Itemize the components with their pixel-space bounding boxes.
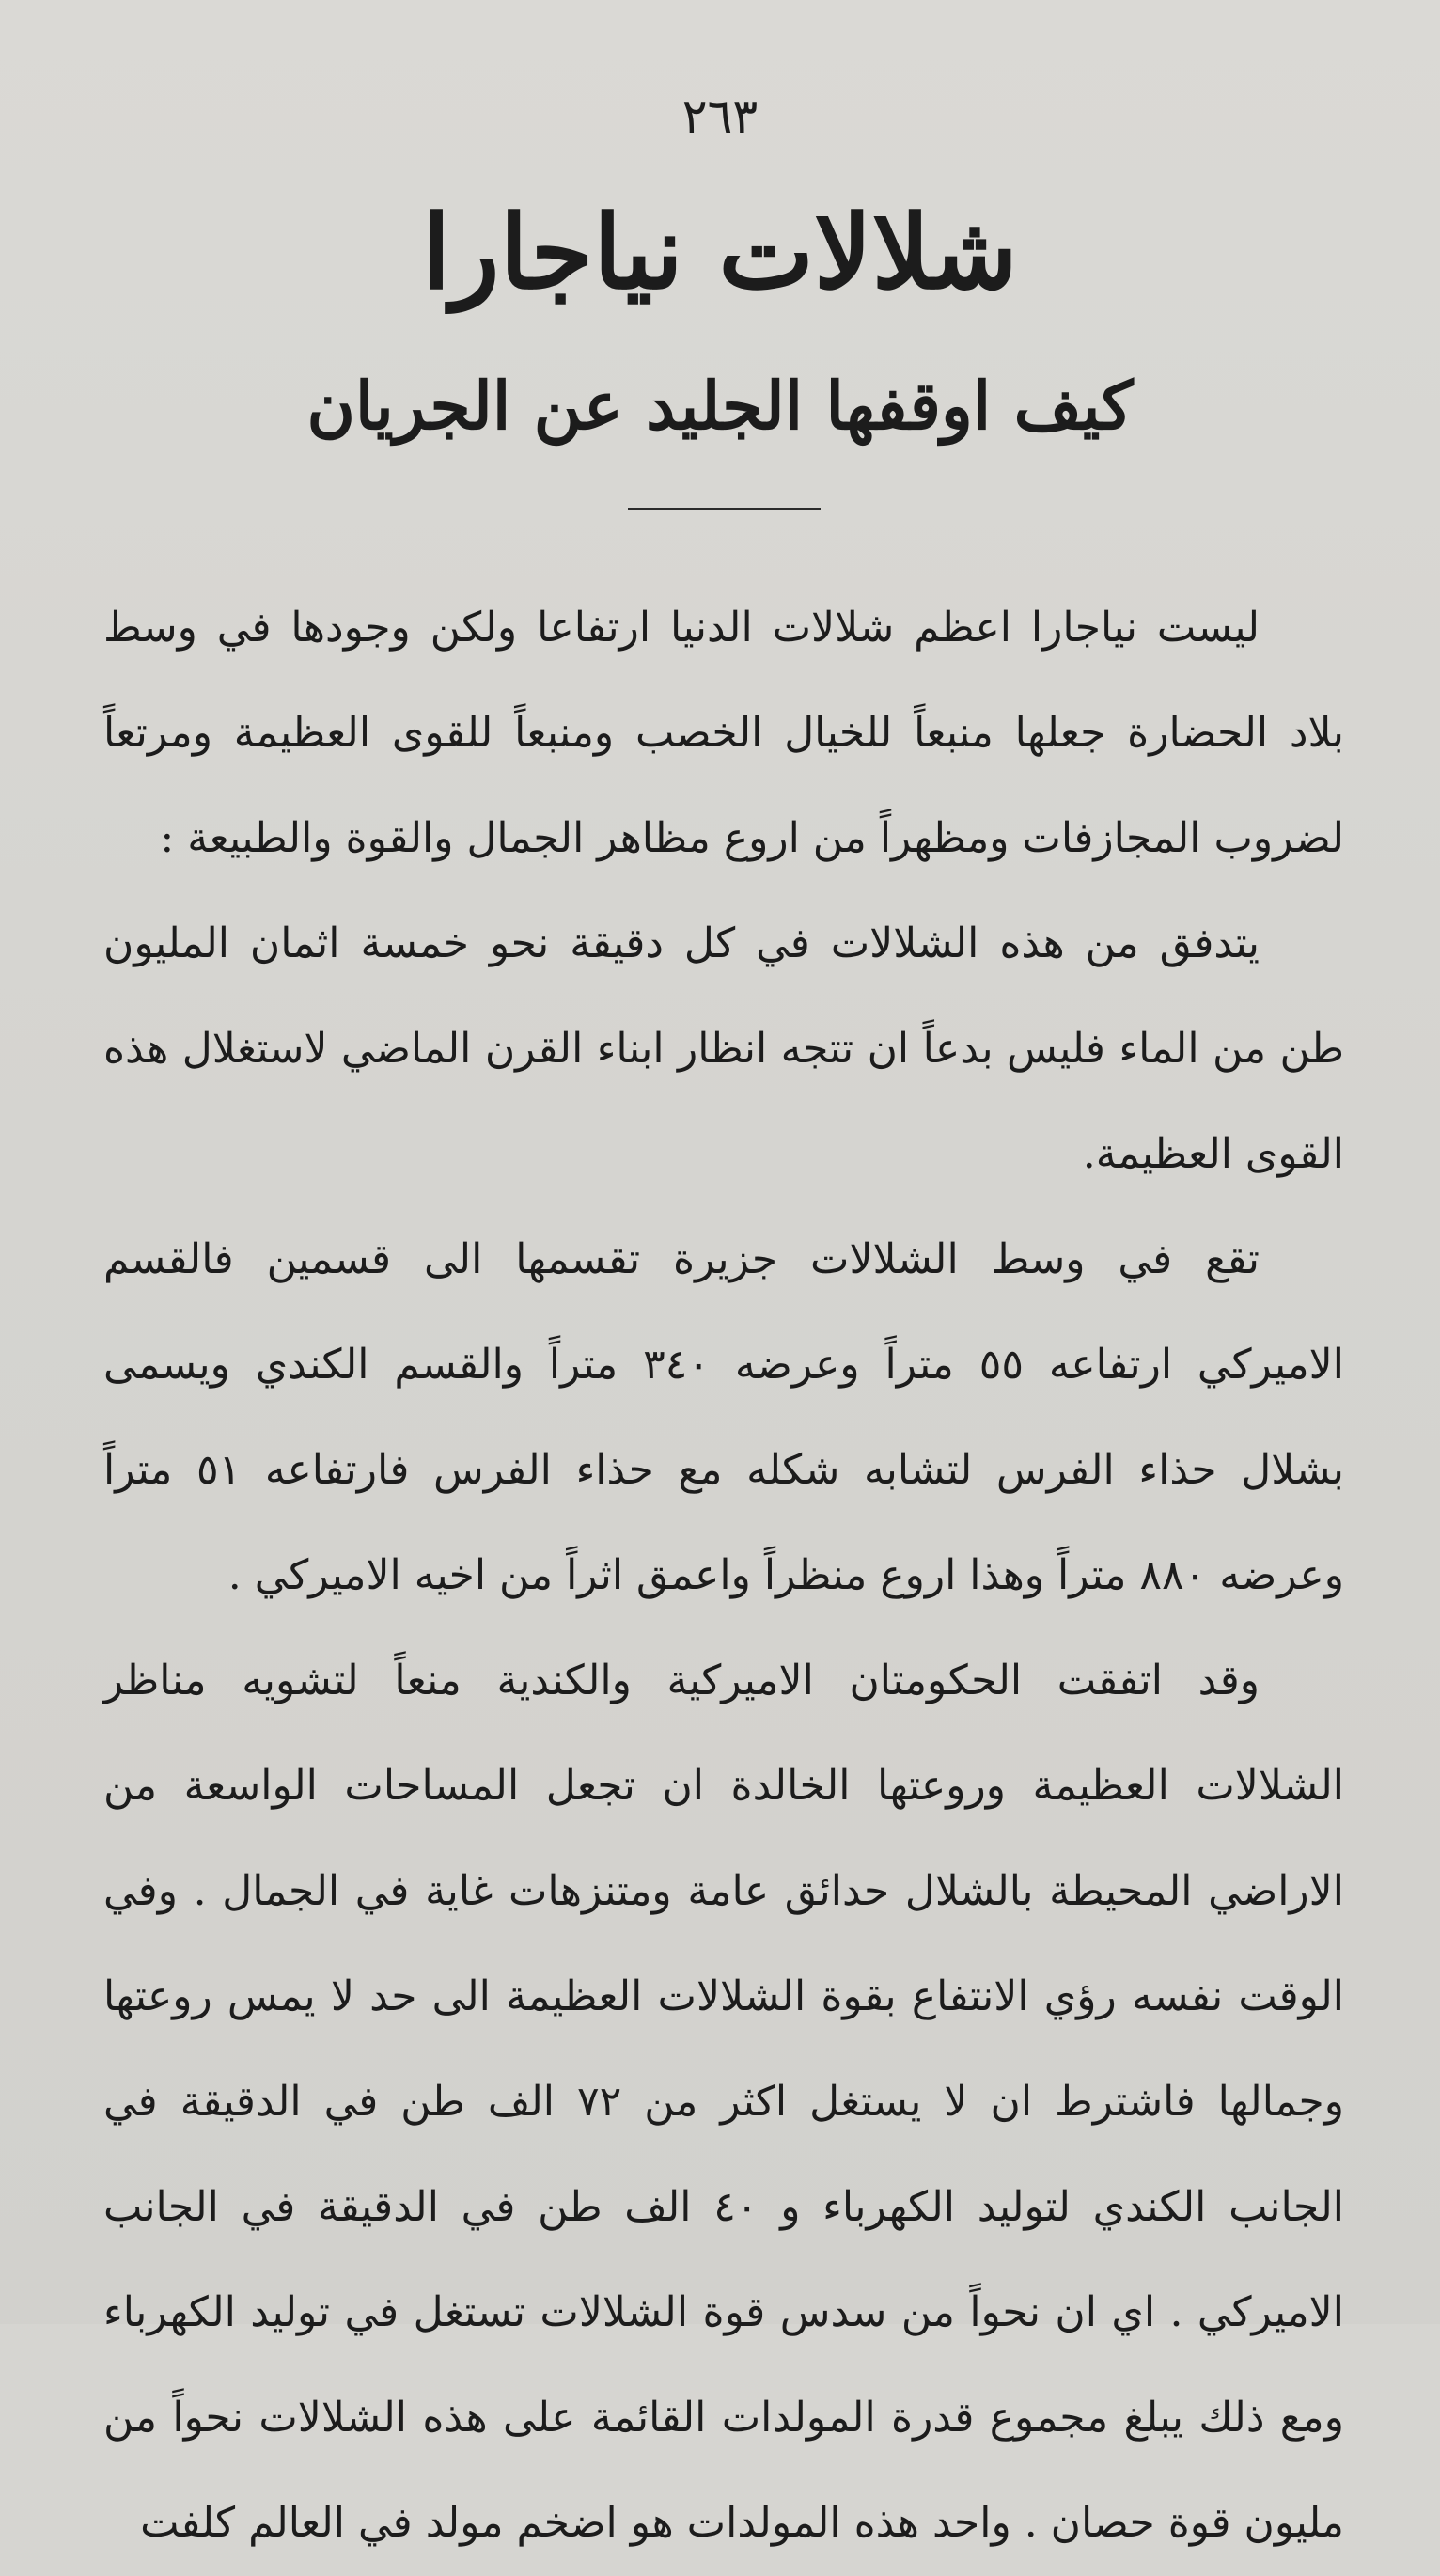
title-divider <box>628 508 821 510</box>
article-title: شلالات نياجارا <box>422 194 1018 312</box>
paragraph: يتدفق من هذه الشلالات في كل دقيقة نحو خمسة اثمان المليون طن من الماء فليس بدعاً ان تتجه انظار ابناء القرن الماضي لاستغلال هذه القوى العظيمة. <box>103 919 1344 1178</box>
paragraph: تقع في وسط الشلالات جزيرة تقسمها الى قسمين فالقسم الاميركي ارتفاعه ٥٥ متراً وعرضه ٣٤٠ متراً والقسم الكندي ويسمى بشلال حذاء الفرس لتشابه شكله مع حذاء الفرس فارتفاعه ٥١ متراً وعرضه ٨٨٠ متراً وهذا اروع منظراً واعمق اثراً من اخيه الاميركي . <box>103 1235 1344 1599</box>
paragraph: ليست نياجارا اعظم شلالات الدنيا ارتفاعا ولكن وجودها في وسط بلاد الحضارة جعلها منبعاً للخيال الخصب ومنبعاً للقوى العظيمة ومرتعاً لضروب المجازفات ومظهراً من اروع مظاهر الجمال والقوة والطبيعة : <box>103 604 1344 862</box>
page-number: ٢٦٣ <box>681 89 759 144</box>
article-body <box>103 575 1344 2576</box>
paragraph: وقد اتفقت الحكومتان الاميركية والكندية منعاً لتشويه مناظر الشلالات العظيمة وروعتها الخالدة ان تجعل المساحات الواسعة من الاراضي المحيطة بالشلال حدائق عامة ومتنزهات غاية في الجمال . وفي الوقت نفسه رؤي الانتفاع بقوة الشلالات العظيمة الى حد لا يمس روعتها وجمالها فاشترط ان لا يستغل اكثر من ٧٢ الف طن في الدقيقة في الجانب الكندي لتوليد الكهرباء و ٤٠ الف طن في الدقيقة في الجانب الاميركي . اي ان نحواً من سدس قوة الشلالات تستغل في توليد الكهرباء ومع ذلك يبلغ مجموع قدرة المولدات القائمة على هذه الشلالات نحواً من مليون قوة حصان . واحد هذه المولدات هو اضخم مولد في العالم كلفت <box>103 1657 1344 2547</box>
article-subtitle: كيف اوقفها الجليد عن الجريان <box>306 367 1134 445</box>
